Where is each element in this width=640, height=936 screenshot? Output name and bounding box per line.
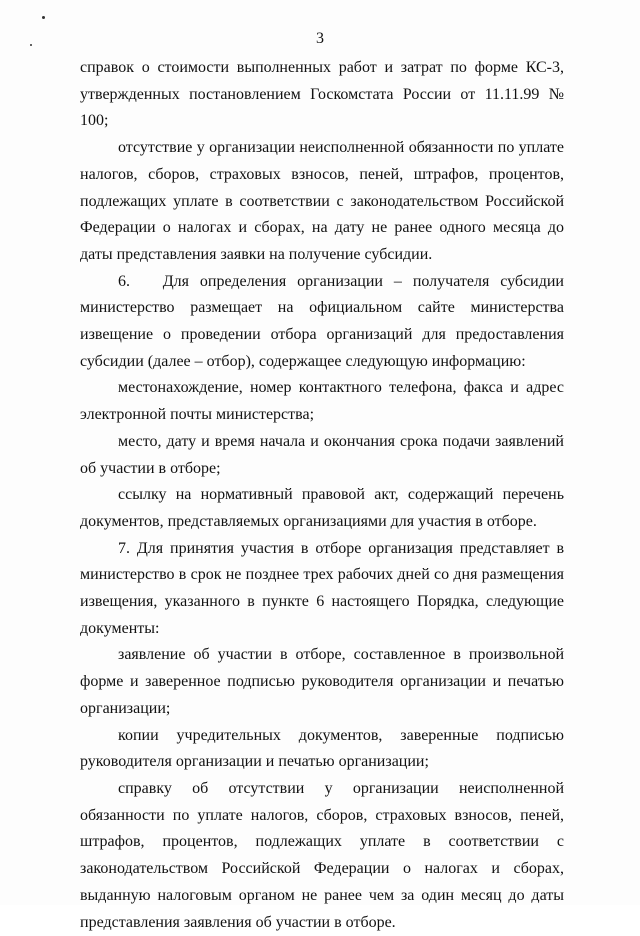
paragraph-6-selection-notice: 6. Для определения организации – получателя субсидии министерство размещает на официальном сайте министерства извещение о проведении отбора организаций для предоставления субсидии (далее – отбор), содержащее следующую информацию:	[80, 272, 564, 370]
document-body	[80, 55, 564, 936]
paragraph-participation-application: заявление об участии в отборе, составленное в произвольной форме и заверенное подписью руководителя организации и печатью организации;	[80, 646, 564, 717]
paragraph-ks3-forms: справок о стоимости выполненных работ и затрат по форме КС-3, утвержденных постановлением Госкомстата России от 11.11.99 № 100;	[80, 59, 564, 130]
paragraph-founding-documents: копии учредительных документов, заверенные подписью руководителя организации и печатью организации;	[80, 726, 564, 771]
paragraph-ministry-contacts: местонахождение, номер контактного телефона, факса и адрес электронной почты министерства;	[80, 379, 564, 424]
page-number: 3	[316, 30, 324, 47]
paragraph-7-required-documents: 7. Для принятия участия в отборе организация представляет в министерство в срок не позднее трех рабочих дней со дня размещения извещения, указанного в пункте 6 настоящего Порядка, следующие документы:	[80, 539, 564, 637]
paragraph-tax-certificate: справку об отсутствии у организации неисполненной обязанности по уплате налогов, сборов, страховых взносов, пеней, штрафов, процентов, подлежащих уплате в соответствии с законодательством Российской Федерации о налогах и сборах, выданную налоговым органом не ранее чем за один месяц до даты представления заявления об участии в отборе.	[80, 779, 564, 931]
paragraph-application-period: место, дату и время начала и окончания срока подачи заявлений об участии в отборе;	[80, 432, 564, 477]
paragraph-regulatory-act-link: ссылку на нормативный правовой акт, содержащий перечень документов, представляемых организациями для участия в отборе.	[80, 486, 564, 530]
paragraph-no-tax-debt-condition: отсутствие у организации неисполненной обязанности по уплате налогов, сборов, страховых взносов, пеней, штрафов, процентов, подлежащих уплате в соответствии с законодательством Российской Федерации о налогах и сборах, на дату не ранее одного месяца до даты представления заявки на получение субсидии.	[80, 139, 564, 263]
scan-speck	[42, 16, 45, 19]
